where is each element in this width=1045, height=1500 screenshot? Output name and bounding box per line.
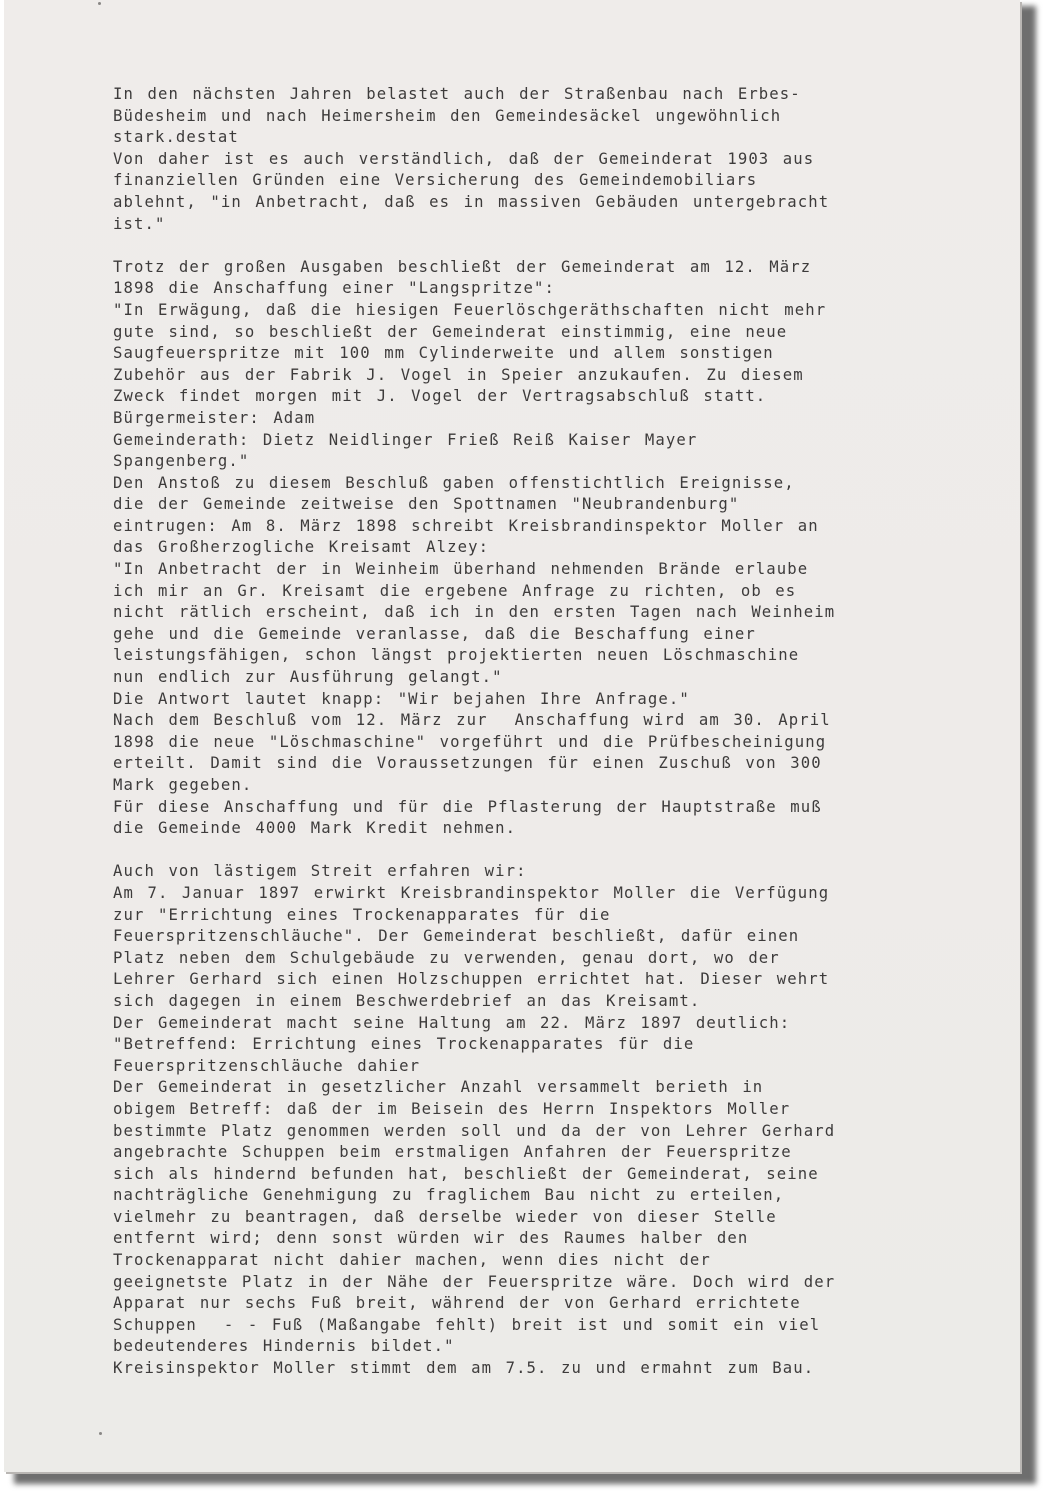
text-line: Kreisinspektor Moller stimmt dem am 7.5. zu und ermahnt zum Bau. xyxy=(113,1359,815,1378)
paragraph xyxy=(113,861,973,1379)
text-line: angebrachte Schuppen beim erstmaligen Anfahren der Feuerspritze xyxy=(113,1143,792,1162)
text-line: vielmehr zu beantragen, daß derselbe wieder von dieser Stelle xyxy=(113,1207,777,1226)
text-line: Am 7. Januar 1897 erwirkt Kreisbrandinspektor Moller die Verfügung xyxy=(113,883,830,902)
text-line: Apparat nur sechs Fuß breit, während der von Gerhard errichtete xyxy=(113,1294,801,1313)
text-line: sich als hindernd befunden hat, beschließt der Gemeinderat, seine xyxy=(113,1164,819,1183)
text-line: Bürgermeister: Adam xyxy=(113,408,316,427)
text-line: sich dagegen in einem Beschwerdebrief an das Kreisamt. xyxy=(113,991,701,1010)
text-line: Trotz der großen Ausgaben beschließt der Gemeinderat am 12. März xyxy=(113,257,812,276)
text-line: "Betreffend: Errichtung eines Trockenapparates für die xyxy=(113,1035,695,1054)
text-line: stark.destat xyxy=(113,128,239,147)
text-line: eintrugen: Am 8. März 1898 schreibt Kreisbrandinspektor Moller an xyxy=(113,516,819,535)
text-line: gehe und die Gemeinde veranlasse, daß die Beschaffung einer xyxy=(113,624,756,643)
text-line: ich mir an Gr. Kreisamt die ergebene Anfrage zu richten, ob es xyxy=(113,581,797,600)
text-line: bedeutenderes Hindernis bildet." xyxy=(113,1337,455,1356)
text-line: zur "Errichtung eines Trockenapparates für die xyxy=(113,905,611,924)
text-line: "In Erwägung, daß die hiesigen Feuerlöschgeräthschaften nicht mehr xyxy=(113,300,827,319)
text-line: Nach dem Beschluß vom 12. März zur Anschaffung wird am 30. April xyxy=(113,711,831,730)
text-line: Feuerspritzenschläuche dahier xyxy=(113,1056,421,1075)
text-line: Auch von lästigem Streit erfahren wir: xyxy=(113,862,527,881)
text-line: In den nächsten Jahren belastet auch der Straßenbau nach Erbes- xyxy=(113,85,801,103)
text-line: Spangenberg." xyxy=(113,452,250,471)
text-line: Lehrer Gerhard sich einen Holzschuppen errichtet hat. Dieser wehrt xyxy=(113,970,830,989)
text-line: nun endlich zur Ausführung gelangt." xyxy=(113,668,503,687)
text-line: Von daher ist es auch verständlich, daß der Gemeinderat 1903 aus xyxy=(113,149,815,168)
text-line: erteilt. Damit sind die Voraussetzungen für einen Zuschuß von 300 xyxy=(113,754,822,773)
paper-speck xyxy=(99,1432,102,1435)
paper-speck xyxy=(98,2,101,5)
text-line: Trockenapparat nicht dahier machen, wenn dies nicht der xyxy=(113,1251,711,1270)
text-line: Schuppen - - Fuß (Maßangabe fehlt) breit ist und somit ein viel xyxy=(113,1315,821,1334)
text-line: Gemeinderath: Dietz Neidlinger Frieß Reiß Kaiser Mayer xyxy=(113,430,698,449)
text-line: obigem Betreff: daß der im Beisein des Herrn Inspektors Moller xyxy=(113,1099,791,1118)
text-line: bestimmte Platz genommen werden soll und da der von Lehrer Gerhard xyxy=(113,1121,836,1140)
text-line: ablehnt, "in Anbetracht, daß es in massiven Gebäuden untergebracht xyxy=(113,192,830,211)
text-line: entfernt wird; denn sonst würden wir des Raumes halber den xyxy=(113,1229,749,1248)
text-line: Zubehör aus der Fabrik J. Vogel in Speier anzukaufen. Zu diesem xyxy=(113,365,804,384)
text-line: ist." xyxy=(113,214,166,233)
text-line: leistungsfähigen, schon längst projektierten neuen Löschmaschine xyxy=(113,646,800,665)
text-line: geeignetste Platz in der Nähe der Feuerspritze wäre. Doch wird der xyxy=(113,1272,836,1291)
text-line: Die Antwort lautet knapp: "Wir bejahen Ihre Anfrage." xyxy=(113,689,690,708)
text-line: die Gemeinde 4000 Mark Kredit nehmen. xyxy=(113,819,517,838)
text-line: Mark gegeben. xyxy=(113,776,253,794)
text-line: nachträgliche Genehmigung zu fraglichem Bau nicht zu erteilen, xyxy=(113,1186,785,1205)
text-line: 1898 die Anschaffung einer "Langspritze": xyxy=(113,279,556,298)
text-line: nicht rätlich erscheint, daß ich in den ersten Tagen nach Weinheim xyxy=(113,603,836,622)
paragraph xyxy=(113,257,973,840)
text-line: das Großherzogliche Kreisamt Alzey: xyxy=(113,538,490,557)
document-body xyxy=(113,84,973,1380)
text-line: Saugfeuerspritze mit 100 mm Cylinderweite und allem sonstigen xyxy=(113,344,774,363)
text-line: Platz neben dem Schulgebäude zu verwenden, genau dort, wo der xyxy=(113,948,780,967)
text-line: gute sind, so beschließt der Gemeinderat einstimmig, eine neue xyxy=(113,322,788,341)
text-line: Der Gemeinderat macht seine Haltung am 22. März 1897 deutlich: xyxy=(113,1013,791,1032)
text-line: die der Gemeinde zeitweise den Spottnamen "Neubrandenburg" xyxy=(113,495,740,514)
text-line: "In Anbetracht der in Weinheim überhand nehmenden Brände erlaube xyxy=(113,560,809,579)
text-line: Feuerspritzenschläuche". Der Gemeinderat beschließt, dafür einen xyxy=(113,927,800,946)
text-line: Büdesheim und nach Heimersheim den Gemeindesäckel ungewöhnlich xyxy=(113,106,782,125)
text-line: Den Anstoß zu diesem Beschluß gaben offenstichtlich Ereignisse, xyxy=(113,473,795,492)
text-line: Der Gemeinderat in gesetzlicher Anzahl versammelt berieth in xyxy=(113,1078,764,1097)
paragraph-gap xyxy=(113,235,973,257)
text-line: finanziellen Gründen eine Versicherung des Gemeindemobiliars xyxy=(113,171,758,190)
paragraph-gap xyxy=(113,840,973,862)
paragraph xyxy=(113,84,973,235)
text-line: Für diese Anschaffung und für die Pflasterung der Hauptstraße muß xyxy=(113,797,822,816)
text-line: Zweck findet morgen mit J. Vogel der Vertragsabschluß statt. xyxy=(113,387,767,406)
text-line: 1898 die neue "Löschmaschine" vorgeführt und die Prüfbescheinigung xyxy=(113,732,827,751)
